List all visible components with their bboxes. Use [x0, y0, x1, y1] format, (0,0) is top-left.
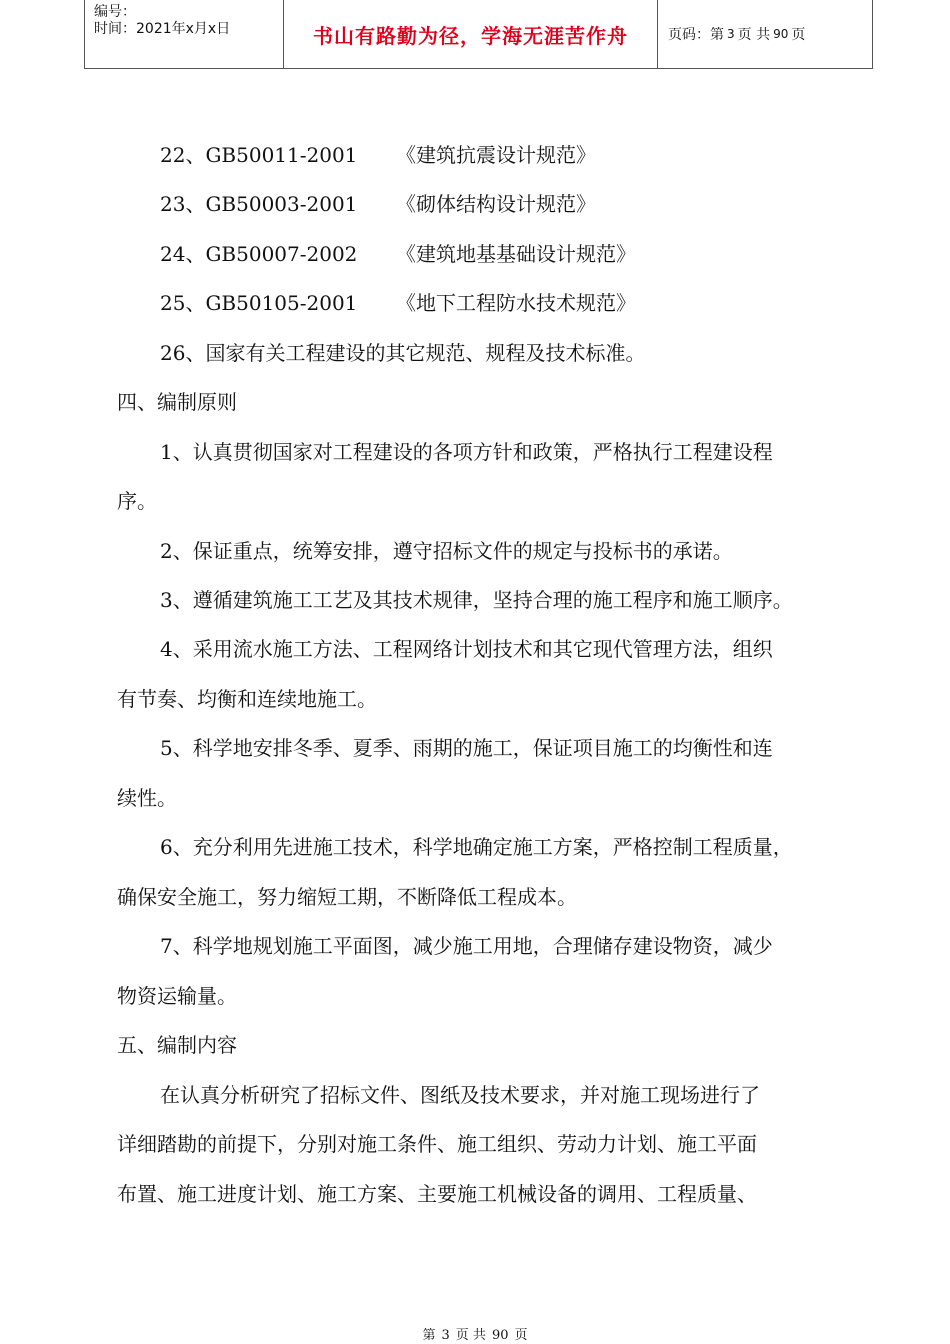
principle-4-line-2: 有节奏、均衡和连续地施工。 — [117, 687, 377, 711]
standard-code: 23、GB50003-2001 — [160, 192, 358, 216]
standard-title: 《砌体结构设计规范》 — [396, 192, 596, 216]
principle-7-line-2: 物资运输量。 — [117, 984, 237, 1008]
standard-item-22 — [160, 142, 596, 168]
section-heading-contents: 五、编制内容 — [117, 1033, 237, 1057]
header-page-mid: 页 共 — [737, 27, 771, 43]
header-motto: 书山有路勤为径，学海无涯苦作舟 — [284, 0, 658, 68]
footer-prefix: 第 — [422, 1328, 436, 1343]
header-page-total: 90 — [773, 27, 789, 41]
footer-suffix: 页 — [514, 1328, 528, 1343]
doc-number-label: 编号： — [94, 4, 136, 20]
footer-page-total: 90 — [491, 1328, 509, 1343]
header-page-num: 3 — [727, 27, 735, 41]
footer-mid: 页 共 — [455, 1328, 486, 1343]
contents-line-3: 布置、施工进度计划、施工方案、主要施工机械设备的调用、工程质量、 — [117, 1182, 757, 1206]
principle-1-line-2: 序。 — [117, 489, 157, 513]
item-26: 26、国家有关工程建设的其它规范、规程及技术标准。 — [160, 341, 646, 365]
principle-3: 3、遵循建筑施工工艺及其技术规律，坚持合理的施工程序和施工顺序。 — [160, 588, 793, 612]
page-header — [84, 0, 873, 69]
doc-date-label: 时间：2021年x月x日 — [94, 21, 231, 37]
standard-title: 《地下工程防水技术规范》 — [396, 291, 636, 315]
principle-6-line-2: 确保安全施工，努力缩短工期，不断降低工程成本。 — [117, 885, 577, 909]
principle-6-line-1: 6、充分利用先进施工技术，科学地确定施工方案，严格控制工程质量， — [160, 835, 793, 859]
page-footer — [0, 1324, 950, 1343]
standard-item-25 — [160, 290, 636, 316]
principle-7-line-1: 7、科学地规划施工平面图，减少施工用地，合理储存建设物资，减少 — [160, 934, 773, 958]
standard-title: 《建筑地基基础设计规范》 — [396, 242, 636, 266]
principle-4-line-1: 4、采用流水施工方法、工程网络计划技术和其它现代管理方法，组织 — [160, 637, 773, 661]
standard-code: 25、GB50105-2001 — [160, 291, 358, 315]
principle-5-line-1: 5、科学地安排冬季、夏季、雨期的施工，保证项目施工的均衡性和连 — [160, 736, 773, 760]
standard-item-23 — [160, 191, 596, 217]
section-heading-principles: 四、编制原则 — [117, 390, 237, 414]
principle-2: 2、保证重点，统筹安排，遵守招标文件的规定与投标书的承诺。 — [160, 539, 733, 563]
contents-line-1: 在认真分析研究了招标文件、图纸及技术要求，并对施工现场进行了 — [160, 1083, 760, 1107]
header-meta — [84, 0, 284, 68]
standard-code: 24、GB50007-2002 — [160, 242, 358, 266]
standard-item-24 — [160, 241, 636, 267]
principle-1-line-1: 1、认真贯彻国家对工程建设的各项方针和政策，严格执行工程建设程 — [160, 440, 773, 464]
header-page-prefix: 页码：第 — [668, 27, 724, 43]
standard-code: 22、GB50011-2001 — [160, 143, 358, 167]
principle-5-line-2: 续性。 — [117, 786, 177, 810]
header-page-suffix: 页 — [791, 27, 806, 43]
footer-page-num: 3 — [441, 1328, 450, 1343]
contents-line-2: 详细踏勘的前提下，分别对施工条件、施工组织、劳动力计划、施工平面 — [117, 1132, 757, 1156]
header-page-info — [658, 0, 873, 68]
standard-title: 《建筑抗震设计规范》 — [396, 143, 596, 167]
